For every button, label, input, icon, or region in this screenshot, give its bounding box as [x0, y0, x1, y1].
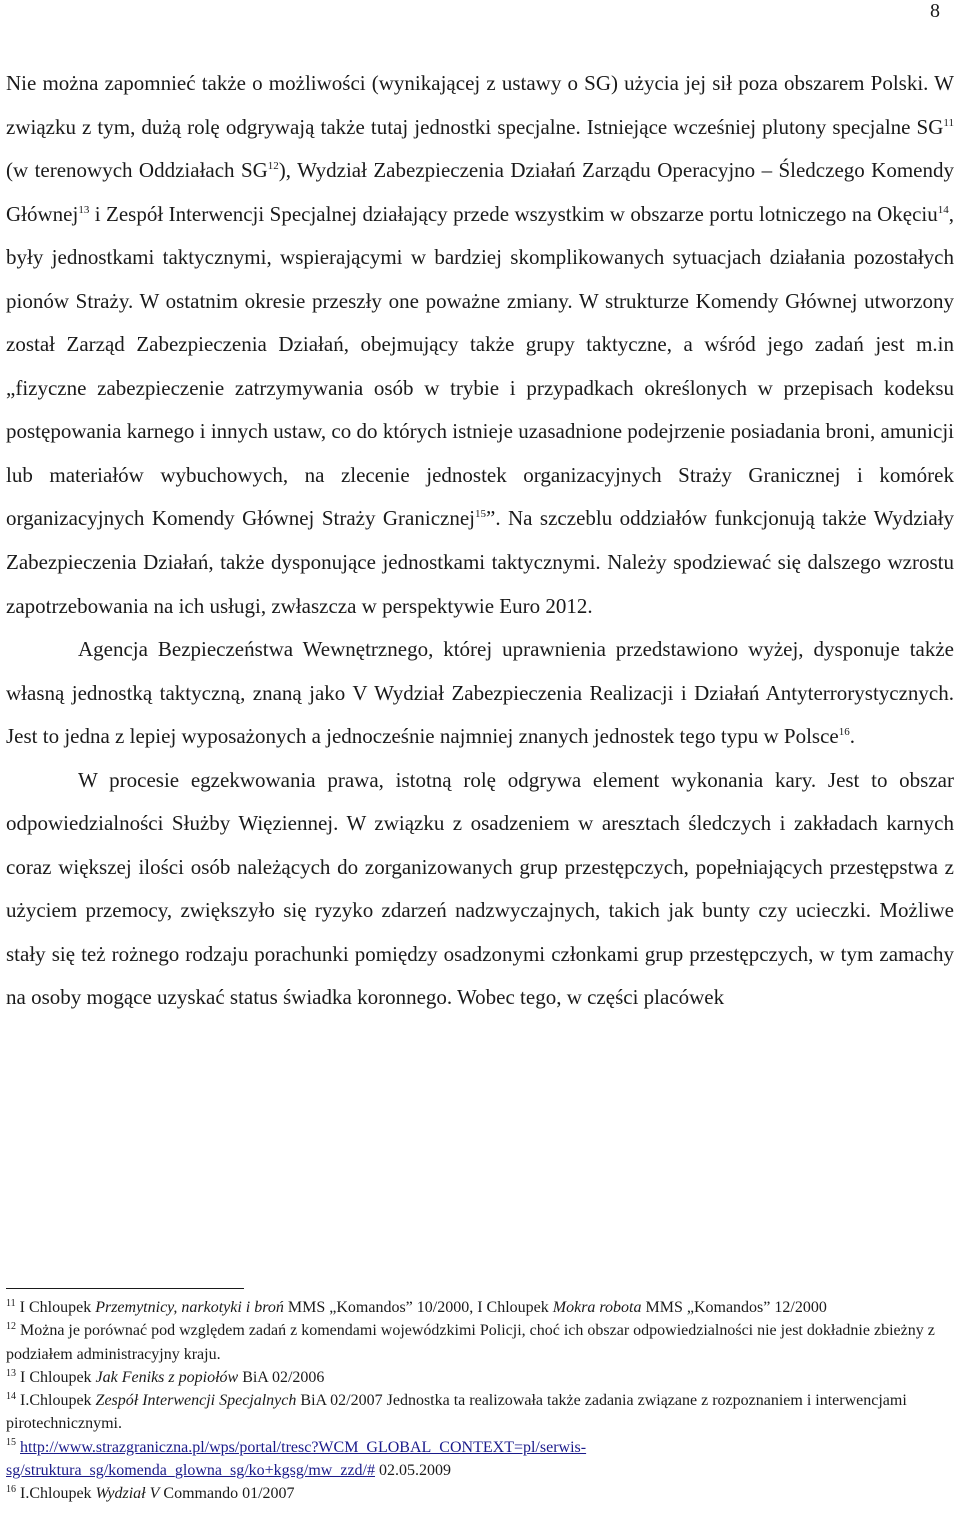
footnote-ref-16[interactable]: 16 — [838, 726, 850, 739]
footnote-16: $^{16}$ I.Chloupek Wydział V Commando 01/2007 — [6, 1484, 295, 1503]
footnote-14: $^{14}$ I.Chloupek Zespół Interwencji Specjalnych BiA 02/2007 Jednostka ta realizowała także zadania związane z rozpoznaniem i interwencjami pirotechnicznymi. — [6, 1390, 907, 1433]
paragraph-1: Nie można zapomnieć także o możliwości (wynikającej z ustawy o SG) użycia jej sił poza obszarem Polski. W związku z tym, dużą rolę odgrywają także tutaj jednostki specjalne. Istniejące wcześniej plutony specjalne SG$^{11}$ (w terenowych Oddziałach SG$^{12}$), Wydział Zabezpieczenia Działań Zarządu Operacyjno – Śledczego Komendy Głównej$^{13}$ i Zespół Interwencji Specjalnej działający przede wszystkim w obszarze portu lotniczego na Okęciu$^{14}$, były jednostkami taktycznymi, wspierającymi w bardziej skomplikowanych sytuacjach działania pozostałych pionów Straży. W ostatnim okresie przeszły one poważne zmiany. W strukturze Komendy Głównej utworzony został Zarząd Zabezpieczenia Działań, obejmujący także grupy taktyczne, a wśród jego zadań jest m.in „fizyczne zabezpieczenie zatrzymywania osób w trybie i przypadkach określonych w przepisach kodeksu postępowania karnego i innych ustaw, co do których istnieje uzasadnione podejrzenie posiadania broni, amunicji lub materiałów wybuchowych, na zlecenie jednostek organizacyjnych Straży Granicznej i komórek organizacyjnych Komendy Głównej Straży Granicznej$^{15}$”. Na szczeblu oddziałów funkcjonują także Wydziały Zabezpieczenia Działań, także dysponujące jednostkami taktycznymi. Należy spodziewać się dalszego wzrostu zapotrzebowania na ich usługi, zwłaszcza w perspektywie Euro 2012. — [6, 71, 954, 618]
footnote-ref-13[interactable]: 13 — [78, 203, 90, 216]
paragraph-2: Agencja Bezpieczeństwa Wewnętrznego, której uprawnienia przedstawiono wyżej, dysponuje także własną jednostką taktyczną, znaną jako V Wydział Zabezpieczenia Realizacji i Działań Antyterrorystycznych. Jest to jedna z lepiej wyposażonych a jednocześnie najmniej znanych jednostek tego typu w Polsce$^{16}$. — [6, 637, 954, 749]
footnote-13: $^{13}$ I Chloupek Jak Feniks z popiołów BiA 02/2006 — [6, 1367, 325, 1386]
footnote-11: $^{11}$ I Chloupek Przemytnicy, narkotyki i broń MMS „Komandos” 10/2000, I Chloupek Mokra robota MMS „Komandos” 12/2000 — [6, 1297, 827, 1316]
footnote-ref-12[interactable]: 12 — [267, 160, 279, 173]
paragraph-3: W procesie egzekwowania prawa, istotną rolę odgrywa element wykonania kary. Jest to obszar odpowiedzialności Służby Więziennej. W związku z osadzeniem w aresztach śledczych i zakładach karnych coraz większej ilości osób należących do zorganizowanych grup przestępczych, popełniających przestępstwa z użyciem przemocy, zwiększyło się ryzyko zdarzeń nadzwyczajnych, takich jak bunty czy ucieczki. Możliwe stały się też rożnego rodzaju porachunki pomiędzy osadzonymi członkami grup przestępczych, w tym zamachy na osoby mogące uzyskać status świadka koronnego. Wobec tego, w części placówek — [6, 767, 954, 1010]
footnote-ref-11[interactable]: 11 — [943, 116, 954, 129]
page-number: 8 — [930, 0, 940, 22]
footnote-15-link[interactable]: http://www.strazgraniczna.pl/wps/portal/tresc?WCM_GLOBAL_CONTEXT=pl/serwis-sg/struktura_sg/komenda_glowna_sg/ko+kgsg/mw_zzd/# — [6, 1438, 587, 1480]
footnote-15: $^{15}$ http://www.strazgraniczna.pl/wps/portal/tresc?WCM_GLOBAL_CONTEXT=pl/serwis-sg/struktura_sg/komenda_glowna_sg/ko+kgsg/mw_zzd/# 02.05.2009 — [6, 1437, 587, 1480]
footnote-12: $^{12}$ Można je porównać pod względem zadań z komendami wojewódzkimi Policji, choć ich obszar odpowiedzialności nie jest dokładnie zbieżny z podziałem administracyjny kraju. — [6, 1320, 935, 1363]
footnote-ref-14[interactable]: 14 — [937, 203, 949, 216]
body-text — [6, 62, 954, 1020]
footnote-separator — [6, 1288, 244, 1289]
footnotes — [6, 1296, 954, 1506]
footnote-ref-15[interactable]: 15 — [475, 508, 487, 521]
